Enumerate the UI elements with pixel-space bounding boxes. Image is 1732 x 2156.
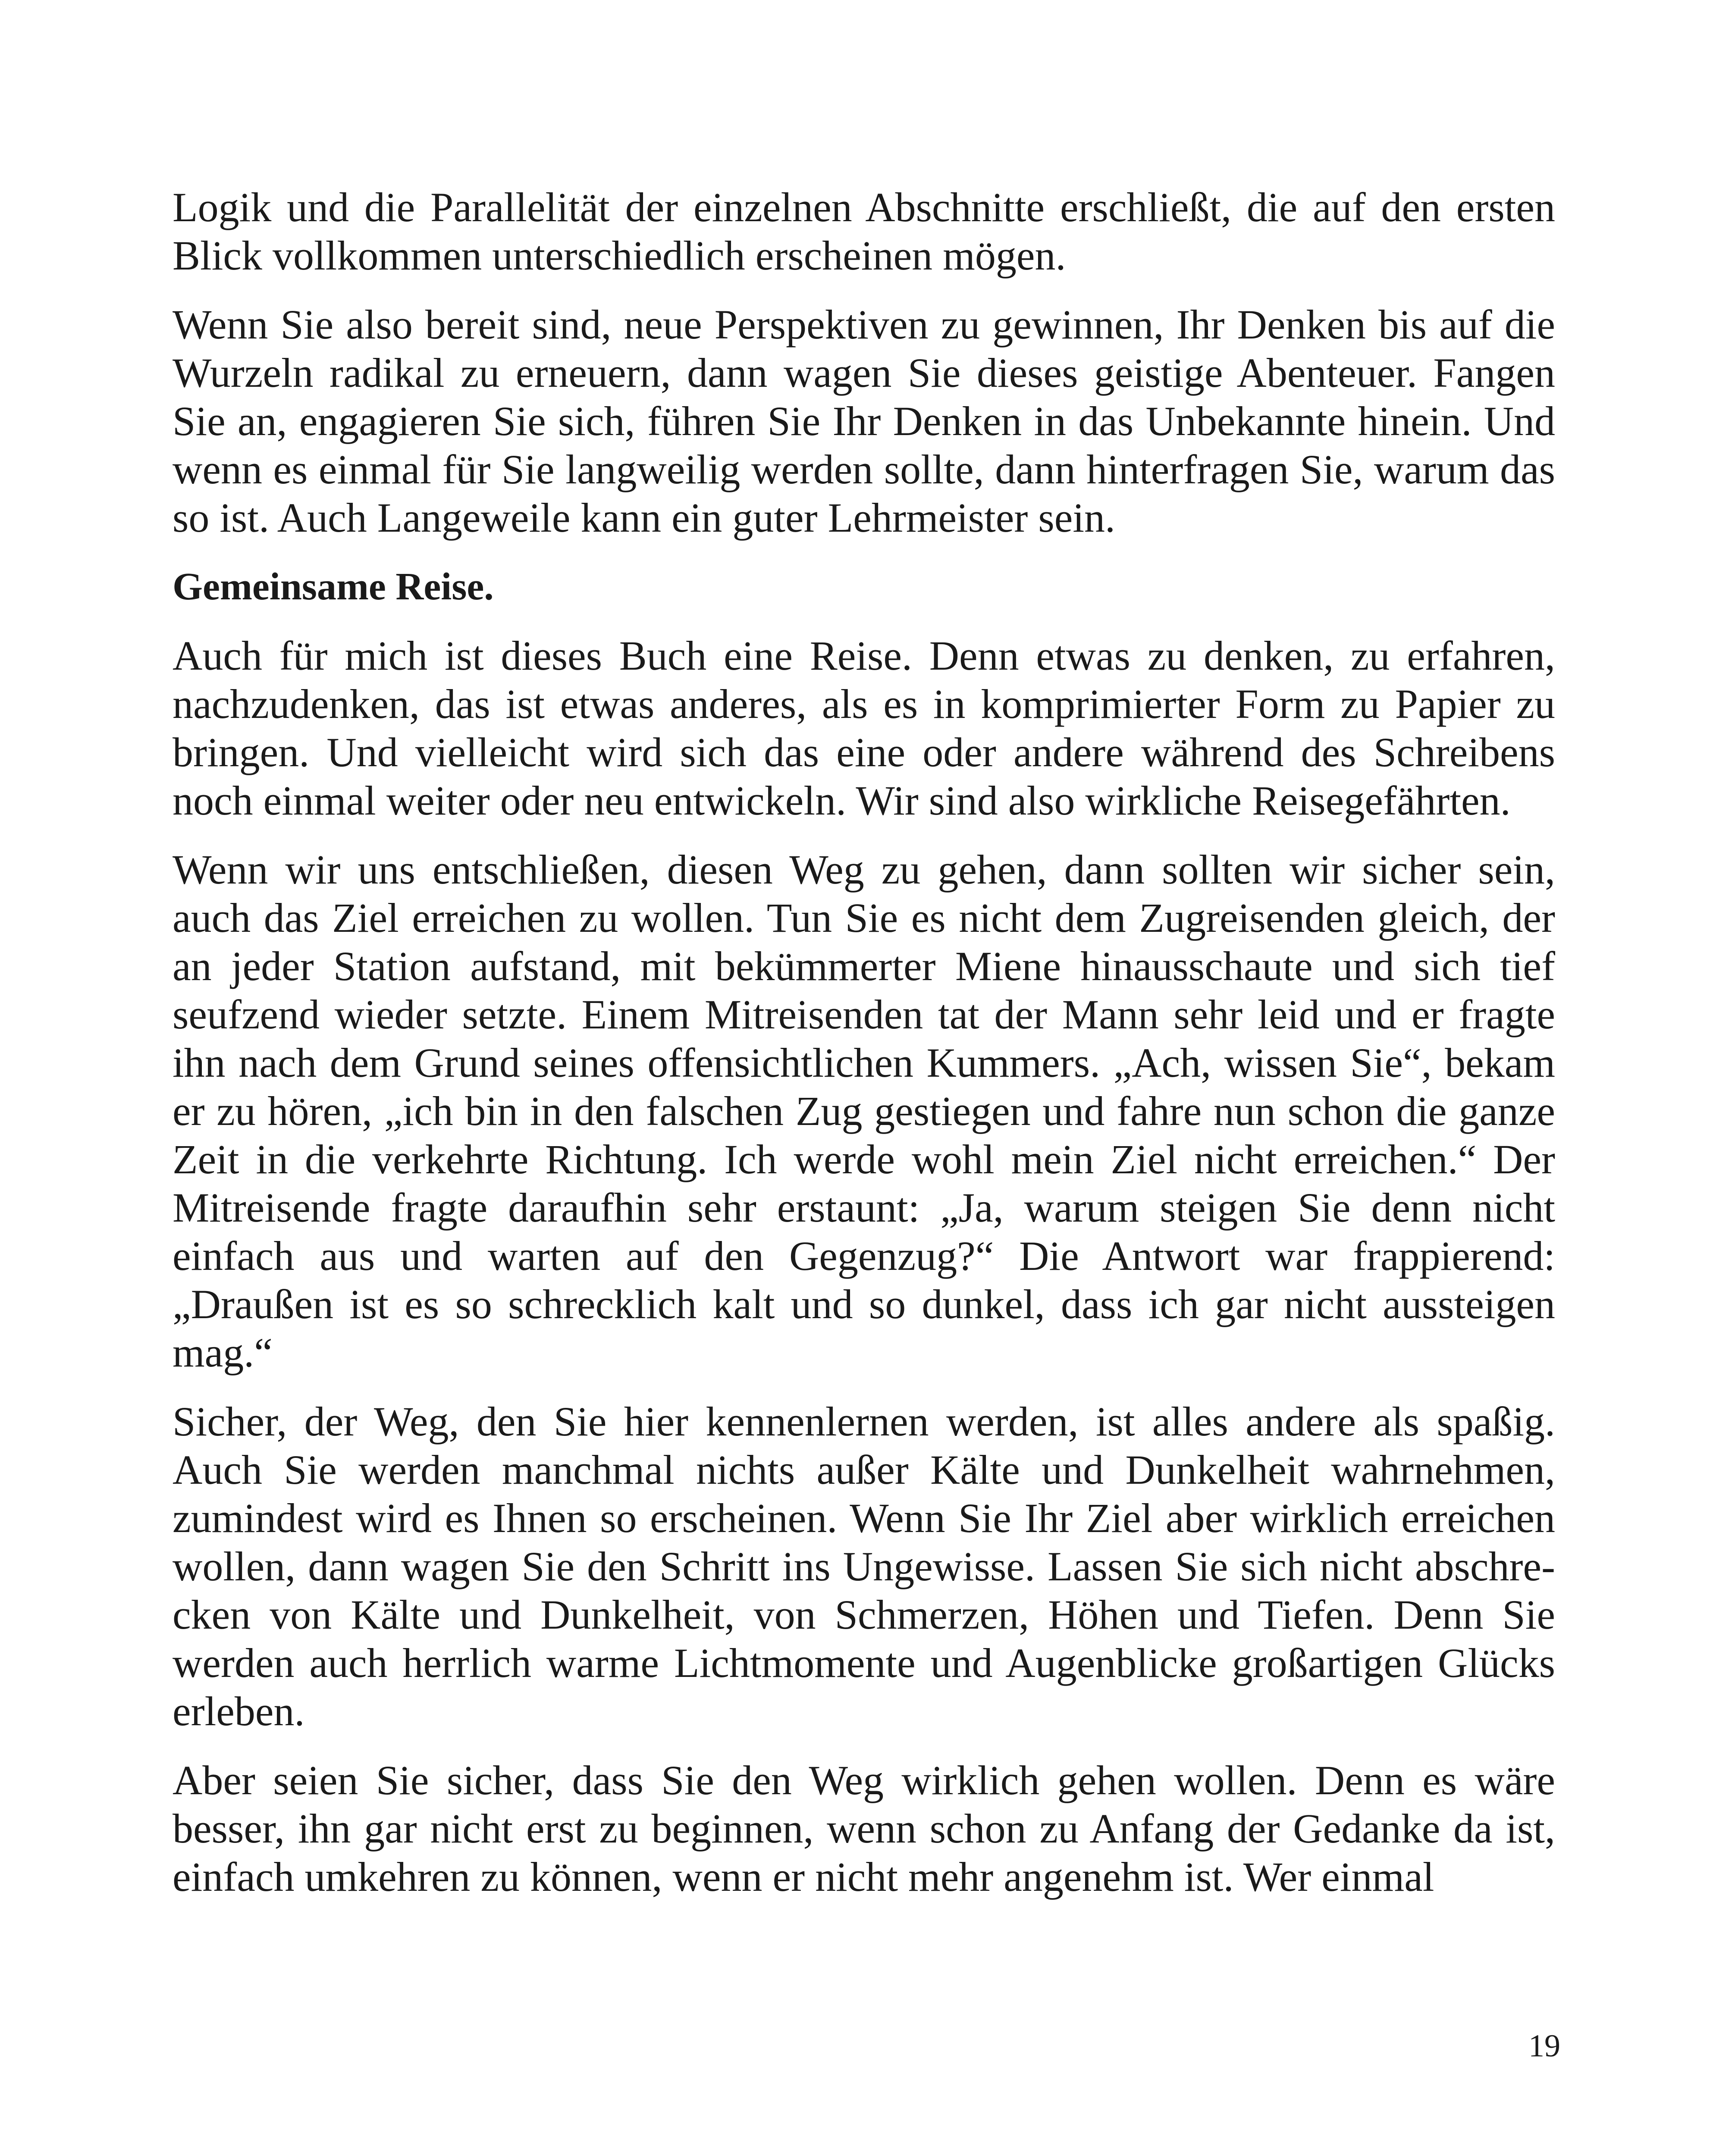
paragraph-intro: Logik und die Parallelität der einzelnen Abschnitte erschließt, die auf den ersten Blick vollkommen unterschiedlich erscheinen mögen. [173, 184, 1555, 279]
section-heading: Gemeinsame Reise. [173, 565, 494, 608]
paragraph-certainty: Aber seien Sie sicher, dass Sie den Weg wirklich gehen wollen. Denn es wäre besser, ihn gar nicht erst zu beginnen, wenn schon zu Anfang der Gedanke da ist, einfach umkehren zu können, wenn er nicht mehr angenehm ist. Wer einmal [173, 1757, 1555, 1900]
paragraph-journey: Auch für mich ist dieses Buch eine Reise. Denn etwas zu denken, zu erfahren, nachzudenken, das ist etwas anderes, als es in komprimierter Form zu Papier zu bringen. Und vielleicht wird sich das eine oder andere während des Schreibens noch einmal weiter oder neu entwickeln. Wir sind also wirkliche Reisegefährten. [173, 633, 1555, 824]
paragraph-invitation: Wenn Sie also bereit sind, neue Perspektiven zu gewinnen, Ihr Denken bis auf die Wurzeln radikal zu erneuern, dann wagen Sie dieses geistige Abenteuer. Fangen Sie an, engagieren Sie sich, führen Sie Ihr Denken in das Unbekannte hinein. Und wenn es einmal für Sie langweilig werden sollte, dann hinterfragen Sie, warum das so ist. Auch Langeweile kann ein guter Lehrmeister sein. [173, 301, 1555, 541]
page-number: 19 [1528, 2028, 1560, 2064]
page-body [173, 183, 1555, 1922]
paragraph-uncertainty: Sicher, der Weg, den Sie hier kennenlernen werden, ist alles andere als spaßig. Auch Sie werden manchmal nichts außer Kälte und Dunkelheit wahrnehmen, zumindest wird es Ihnen so erscheinen. Wenn Sie Ihr Ziel aber wirklich erreichen wollen, dann wagen Sie den Schritt ins Ungewisse. Lassen Sie sich nicht abschrecken von Kälte und Dunkelheit, von Schmerzen, Höhen und Tiefen. Denn Sie werden auch herrlich warme Lichtmomente und Augenblicke großartigen Glücks erleben. [173, 1398, 1555, 1734]
paragraph-train-story: Wenn wir uns entschließen, diesen Weg zu gehen, dann sollten wir sicher sein, auch das Ziel erreichen zu wollen. Tun Sie es nicht dem Zugreisenden gleich, der an jeder Station aufstand, mit bekümmerter Miene hinausschaute und sich tief seufzend wieder setzte. Einem Mitreisenden tat der Mann sehr leid und er fragte ihn nach dem Grund seines offensichtlichen Kummers. „Ach, wissen Sie“, bekam er zu hören, „ich bin in den falschen Zug gestiegen und fahre nun schon die ganze Zeit in die verkehrte Richtung. Ich werde wohl mein Ziel nicht erreichen.“ Der Mitreisende fragte daraufhin sehr erstaunt: „Ja, warum steigen Sie denn nicht einfach aus und warten auf den Gegenzug?“ Die Antwort war frappierend: „Draußen ist es so schrecklich kalt und so dunkel, dass ich gar nicht aussteigen mag.“ [173, 846, 1555, 1376]
